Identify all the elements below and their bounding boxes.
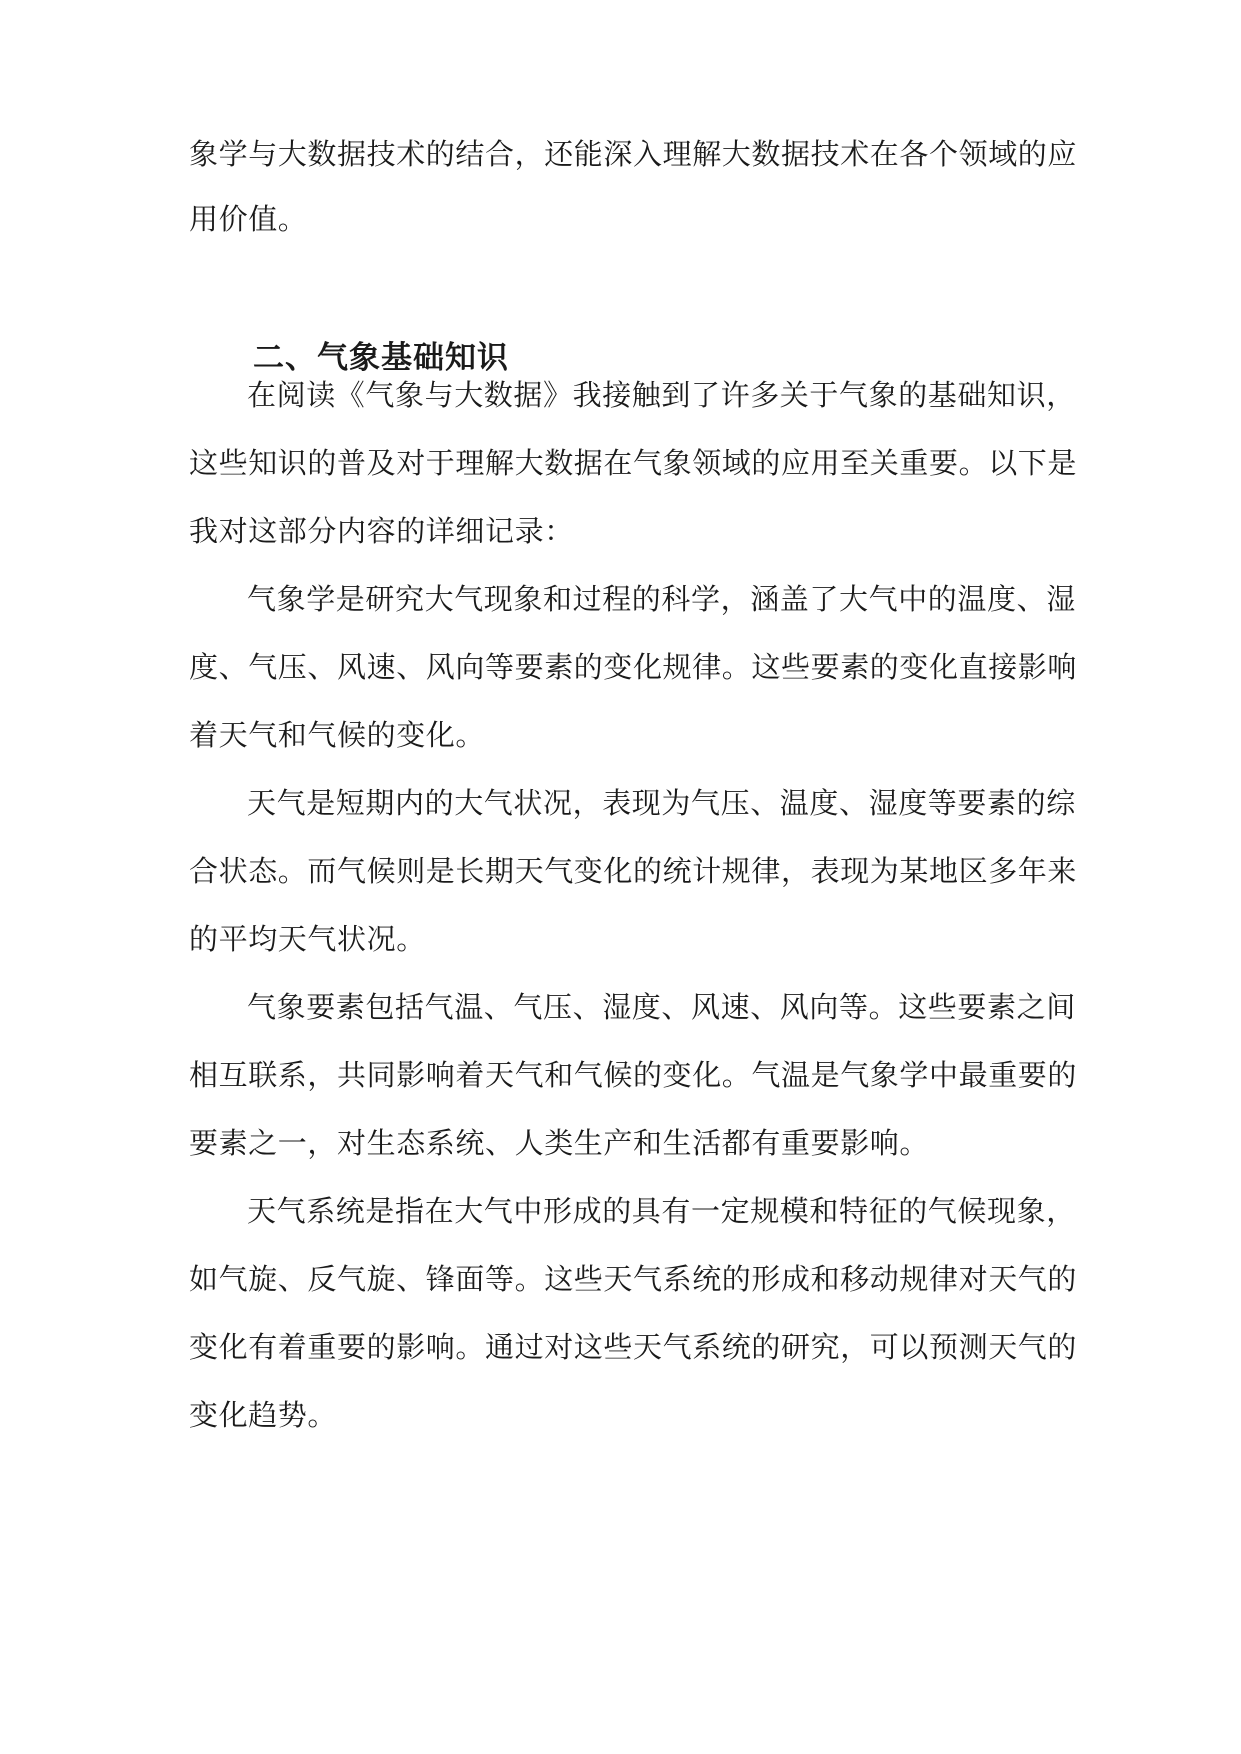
paragraph-1-line-2: 这些知识的普及对于理解大数据在气象领域的应用至关重要。以下是 bbox=[189, 446, 1078, 480]
paragraph-3-line-3: 的平均天气状况。 bbox=[189, 922, 426, 956]
paragraph-5-line-4: 变化趋势。 bbox=[189, 1398, 338, 1432]
section-heading: 二、气象基础知识 bbox=[253, 340, 509, 376]
paragraph-5-line-3: 变化有着重要的影响。通过对这些天气系统的研究，可以预测天气的 bbox=[189, 1330, 1078, 1364]
paragraph-4-line-2: 相互联系，共同影响着天气和气候的变化。气温是气象学中最重要的 bbox=[189, 1058, 1078, 1092]
intro-line-2: 用价值。 bbox=[189, 202, 308, 236]
paragraph-4-line-1: 气象要素包括气温、气压、湿度、风速、风向等。这些要素之间 bbox=[247, 990, 1076, 1024]
paragraph-2-line-2: 度、气压、风速、风向等要素的变化规律。这些要素的变化直接影响 bbox=[189, 650, 1078, 684]
intro-line-1: 象学与大数据技术的结合，还能深入理解大数据技术在各个领域的应 bbox=[189, 137, 1078, 171]
paragraph-2-line-1: 气象学是研究大气现象和过程的科学，涵盖了大气中的温度、湿 bbox=[247, 582, 1076, 616]
paragraph-1-line-1: 在阅读《气象与大数据》我接触到了许多关于气象的基础知识， bbox=[247, 378, 1076, 412]
paragraph-3-line-2: 合状态。而气候则是长期天气变化的统计规律，表现为某地区多年来 bbox=[189, 854, 1078, 888]
paragraph-2-line-3: 着天气和气候的变化。 bbox=[189, 718, 486, 752]
paragraph-4-line-3: 要素之一，对生态系统、人类生产和生活都有重要影响。 bbox=[189, 1126, 930, 1160]
paragraph-5-line-2: 如气旋、反气旋、锋面等。这些天气系统的形成和移动规律对天气的 bbox=[189, 1262, 1078, 1296]
paragraph-3-line-1: 天气是短期内的大气状况，表现为气压、温度、湿度等要素的综 bbox=[247, 786, 1076, 820]
paragraph-5-line-1: 天气系统是指在大气中形成的具有一定规模和特征的气候现象， bbox=[247, 1194, 1076, 1228]
paragraph-1-line-3: 我对这部分内容的详细记录： bbox=[189, 514, 574, 548]
